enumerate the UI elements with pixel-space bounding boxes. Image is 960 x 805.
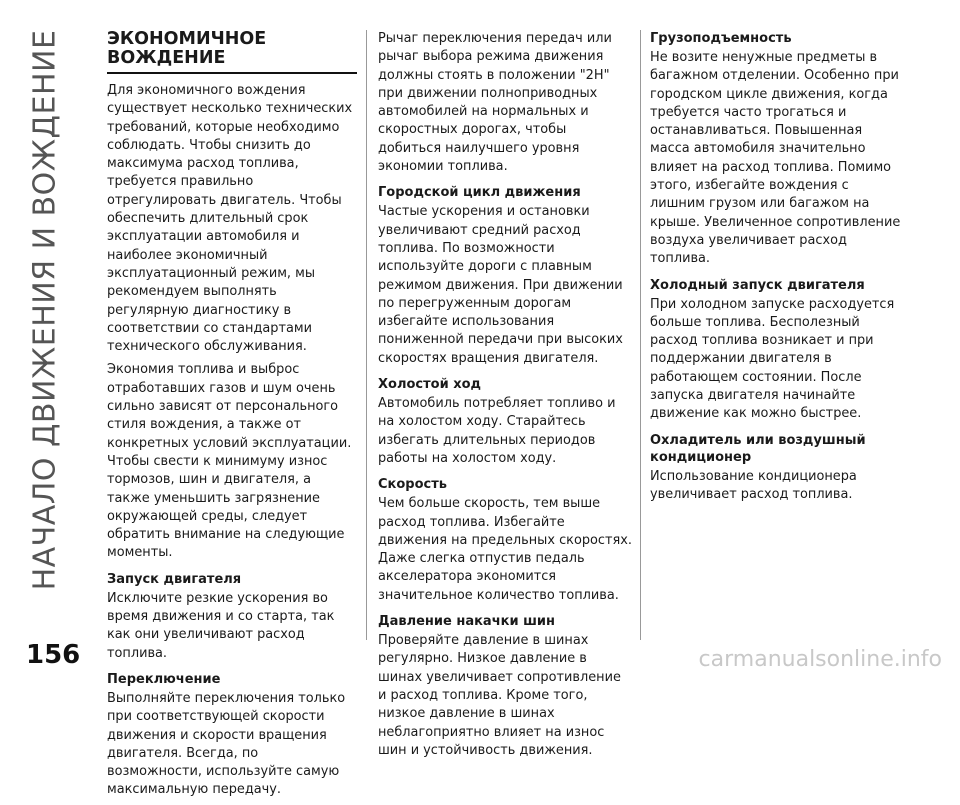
paragraph: Не возите ненужные предметы в багажном отделении. Особенно при городском цикле движения, когда требуется часто трогаться и останавливаться. Повышенная масса автомобиля значительно влияет на расход топлива. Помимо этого, избегайте вождения с лишним грузом или багажом на крыше. Увеличенное сопротивление воздуха увеличивает расход топлива.	[650, 50, 901, 267]
paragraph: Экономия топлива и выброс отработавших газов и шум очень сильно зависят от персонального стиля вождения, а также от конкретных условий эксплуатации. Чтобы свести к минимуму износ тормозов, шин и двигателя, а также уменьшить загрязнение окружающей среды, следует обратить внимание на следующие моменты.	[107, 362, 352, 561]
watermark: carmanualsonline.info	[698, 647, 942, 672]
column-2	[378, 30, 633, 765]
section-heading-engine-start: Запуск двигателя	[107, 571, 242, 587]
section-heading-tire-pressure: Давление накачки шин	[378, 614, 555, 630]
column-divider	[366, 30, 367, 640]
paragraph: Выполняйте переключения только при соответствующей скорости движения и скорости вращения двигателя. Всегда, по возможности, используйте самую максимальную передачу.	[107, 690, 346, 798]
paragraph: Проверяйте давление в шинах регулярно. Низкое давление в шинах увеличивает сопротивление и расход топлива. Кроме того, низкое давление в шинах неблагоприятно влияет на износ шин и устойчивость движения.	[378, 633, 621, 758]
section-heading-city-cycle: Городской цикл движения	[378, 185, 581, 201]
section-heading-speed: Скорость	[378, 477, 447, 493]
section-heading-load-capacity: Грузоподъемность	[650, 31, 792, 46]
column-3	[650, 30, 905, 509]
page-number: 156	[26, 640, 81, 670]
paragraph: Автомобиль потребляет топливо и на холостом ходу. Старайтесь избегать длительных периодов работы на холостом ходу.	[378, 396, 616, 466]
section-heading-air-conditioner: Охладитель или воздушный кондиционер	[650, 432, 866, 465]
paragraph: Рычаг переключения передач или рычаг выбора режима движения должны стоять в положении "2H" при движении полноприводных автомобилей на нормальных и скоростных дорогах, чтобы добиться наилучшего уровня экономии топлива.	[378, 31, 612, 175]
paragraph: Для экономичного вождения существует несколько технических требований, которые необходимо соблюдать. Чтобы снизить до максимума расход топлива, требуется правильно отрегулировать двигатель. Чтобы обеспечить длительный срок эксплуатации автомобиля и наиболее экономичный эксплуатационный режим, мы рекомендуем выполнять регулярную диагностику в соответствии со стандартами технического обслуживания.	[107, 83, 353, 355]
paragraph: Частые ускорения и остановки увеличивают средний расход топлива. По возможности используйте дороги с плавным режимом движения. При движении по перегруженным дорогам избегайте использования пониженной передачи при высоких скоростях вращения двигателя.	[378, 204, 623, 366]
section-side-title-text: НАЧАЛО ДВИЖЕНИЯ И ВОЖДЕНИЕ	[27, 29, 63, 591]
column-1	[107, 30, 357, 805]
paragraph: Исключите резкие ускорения во время движения и со старта, так как они увеличивают расход топлива.	[107, 590, 335, 661]
page-title: ЭКОНОМИЧНОЕ ВОЖДЕНИЕ	[107, 30, 357, 74]
paragraph: Чем больше скорость, тем выше расход топлива. Избегайте движения на предельных скоростях. Даже слегка отпустив педаль акселератора экономится значительное количество топлива.	[378, 496, 632, 603]
paragraph: При холодном запуске расходуется больше топлива. Бесполезный расход топлива возникает и при поддержании двигателя в работающем состоянии. После запуска двигателя начинайте движение как можно быстрее.	[650, 296, 895, 422]
section-heading-cold-start: Холодный запуск двигателя	[650, 277, 865, 293]
paragraph: Использование кондиционера увеличивает расход топлива.	[650, 468, 857, 502]
section-heading-idle: Холостой ход	[378, 377, 482, 393]
column-divider	[640, 30, 641, 640]
section-heading-shifting: Переключение	[107, 671, 221, 687]
section-side-title	[20, 30, 70, 590]
